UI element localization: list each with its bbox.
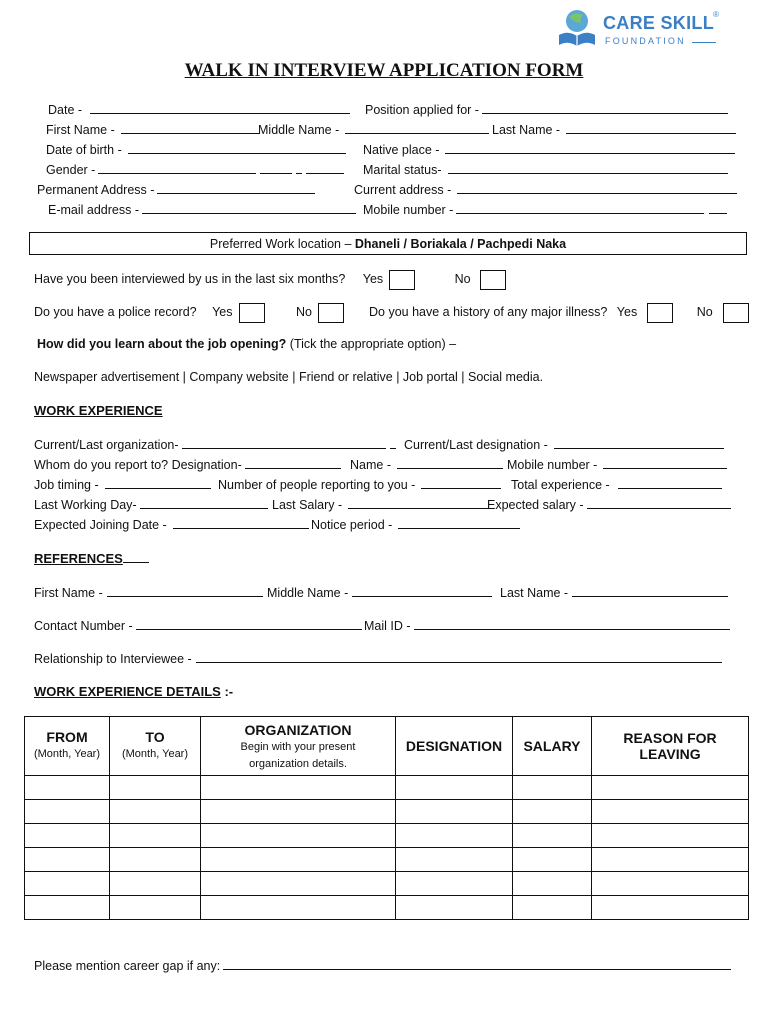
expected-salary-label: Expected salary - — [487, 498, 584, 512]
logo-subtitle: FOUNDATION — [605, 36, 686, 46]
illness-text: Do you have a history of any major illness? — [369, 305, 608, 319]
email-label: E-mail address - — [48, 203, 139, 217]
ref-relationship-label: Relationship to Interviewee - — [34, 652, 192, 666]
preferred-location-label: Preferred Work location – — [209, 237, 352, 251]
table-row[interactable] — [25, 776, 749, 800]
police-record-text: Do you have a police record? — [34, 305, 197, 319]
illness-no-checkbox[interactable] — [723, 303, 749, 323]
current-designation-field[interactable] — [404, 437, 724, 452]
interviewed-question — [34, 269, 506, 290]
illness-yes-checkbox[interactable] — [647, 303, 673, 323]
ref-contact-label: Contact Number - — [34, 619, 133, 633]
date-label: Date - — [48, 103, 83, 117]
work-experience-heading: WORK EXPERIENCE — [34, 403, 163, 418]
last-name-field[interactable] — [492, 122, 736, 137]
preferred-location-options: Dhaneli / Boriakala / Pachpedi Naka — [354, 237, 567, 251]
report-name-field[interactable] — [350, 457, 503, 472]
report-name-label: Name - — [350, 458, 391, 472]
current-designation-label: Current/Last designation - — [404, 438, 548, 452]
dob-field[interactable] — [46, 142, 346, 157]
report-mobile-field[interactable] — [507, 457, 727, 472]
preferred-location-box — [29, 232, 747, 255]
ref-last-name-label: Last Name - — [500, 586, 569, 600]
permanent-address-field[interactable] — [37, 182, 315, 197]
ref-last-name-field[interactable] — [500, 585, 728, 600]
num-people-field[interactable] — [218, 477, 501, 492]
last-salary-field[interactable] — [272, 497, 490, 512]
table-row[interactable] — [25, 800, 749, 824]
position-field[interactable] — [365, 102, 728, 117]
work-details-heading — [34, 684, 233, 699]
col-salary: SALARY — [513, 717, 592, 776]
illness-no-label: No — [696, 305, 713, 319]
form-title: WALK IN INTERVIEW APPLICATION FORM — [184, 60, 584, 81]
work-details-table — [24, 716, 749, 920]
interviewed-question-text: Have you been interviewed by us in the last six months? — [34, 272, 346, 286]
first-name-label: First Name - — [46, 123, 115, 137]
report-mobile-label: Mobile number - — [507, 458, 598, 472]
job-timing-field[interactable] — [34, 477, 211, 492]
permanent-address-label: Permanent Address - — [37, 183, 155, 197]
joining-date-label: Expected Joining Date - — [34, 518, 167, 532]
work-details-heading-suffix: :- — [224, 684, 234, 699]
globe-book-icon — [555, 5, 599, 49]
ref-first-name-field[interactable] — [34, 585, 263, 600]
col-reason: REASON FOR LEAVING — [592, 717, 749, 776]
gender-field[interactable] — [46, 162, 344, 177]
col-to: TO (Month, Year) — [110, 717, 201, 776]
job-timing-label: Job timing - — [34, 478, 99, 492]
career-gap-field[interactable] — [34, 958, 731, 973]
total-experience-label: Total experience - — [511, 478, 610, 492]
last-working-day-field[interactable] — [34, 497, 268, 512]
col-designation: DESIGNATION — [396, 717, 513, 776]
current-org-field[interactable] — [34, 437, 396, 452]
ref-middle-name-label: Middle Name - — [267, 586, 349, 600]
ref-relationship-field[interactable] — [34, 651, 722, 666]
ref-first-name-label: First Name - — [34, 586, 103, 600]
marital-status-field[interactable] — [363, 162, 728, 177]
date-field[interactable] — [48, 102, 350, 117]
table-row[interactable] — [25, 872, 749, 896]
police-record-question — [34, 302, 344, 323]
references-heading-text: REFERENCES — [34, 551, 123, 566]
current-org-label: Current/Last organization- — [34, 438, 179, 452]
num-people-label: Number of people reporting to you - — [218, 478, 416, 492]
police-yes-label: Yes — [212, 305, 233, 319]
police-yes-checkbox[interactable] — [239, 303, 265, 323]
career-gap-label: Please mention career gap if any: — [34, 959, 221, 973]
joining-date-field[interactable] — [34, 517, 309, 532]
last-salary-label: Last Salary - — [272, 498, 343, 512]
job-source-instruction: (Tick the appropriate option) – — [289, 337, 457, 351]
gender-label: Gender - — [46, 163, 96, 177]
total-experience-field[interactable] — [511, 477, 722, 492]
company-logo — [553, 5, 723, 51]
col-from: FROM (Month, Year) — [25, 717, 110, 776]
email-field[interactable] — [48, 202, 356, 217]
position-label: Position applied for - — [365, 103, 479, 117]
ref-middle-name-field[interactable] — [267, 585, 492, 600]
job-source-question — [37, 337, 456, 351]
illness-yes-label: Yes — [616, 305, 638, 319]
last-name-label: Last Name - — [492, 123, 561, 137]
middle-name-label: Middle Name - — [258, 123, 340, 137]
table-row[interactable] — [25, 896, 749, 920]
police-no-label: No — [295, 305, 312, 319]
interviewed-no-label: No — [454, 272, 471, 286]
native-place-label: Native place - — [363, 143, 440, 157]
last-working-day-label: Last Working Day- — [34, 498, 137, 512]
interviewed-yes-checkbox[interactable] — [389, 270, 415, 290]
references-heading — [34, 551, 149, 566]
logo-name: CARE SKILL — [603, 13, 714, 33]
table-row[interactable] — [25, 848, 749, 872]
interviewed-no-checkbox[interactable] — [480, 270, 506, 290]
dob-label: Date of birth - — [46, 143, 122, 157]
mobile-field[interactable] — [363, 202, 727, 217]
work-details-heading-text: WORK EXPERIENCE DETAILS — [34, 684, 221, 699]
interviewed-yes-label: Yes — [362, 272, 384, 286]
ref-mail-field[interactable] — [364, 618, 730, 633]
report-designation-field[interactable] — [34, 457, 341, 472]
logo-registered: ® — [713, 10, 719, 19]
job-source-question-bold: How did you learn about the job opening? — [37, 337, 287, 351]
first-name-field[interactable] — [46, 122, 259, 137]
col-organization: ORGANIZATION Begin with your present organization details. — [201, 717, 396, 776]
notice-period-label: Notice period - — [311, 518, 393, 532]
police-no-checkbox[interactable] — [318, 303, 344, 323]
job-source-options[interactable]: Newspaper advertisement | Company website | Friend or relative | Job portal | Social media. — [34, 370, 544, 384]
logo-divider — [692, 42, 716, 43]
expected-salary-field[interactable] — [487, 497, 731, 512]
illness-question — [369, 302, 749, 323]
ref-contact-field[interactable] — [34, 618, 362, 633]
current-address-field[interactable] — [354, 182, 737, 197]
table-header-row — [25, 717, 749, 776]
report-designation-label: Whom do you report to? Designation- — [34, 458, 242, 472]
marital-status-label: Marital status- — [363, 163, 442, 177]
mobile-label: Mobile number - — [363, 203, 454, 217]
notice-period-field[interactable] — [311, 517, 520, 532]
ref-mail-label: Mail ID - — [364, 619, 411, 633]
native-place-field[interactable] — [363, 142, 735, 157]
table-row[interactable] — [25, 824, 749, 848]
middle-name-field[interactable] — [258, 122, 489, 137]
current-address-label: Current address - — [354, 183, 452, 197]
